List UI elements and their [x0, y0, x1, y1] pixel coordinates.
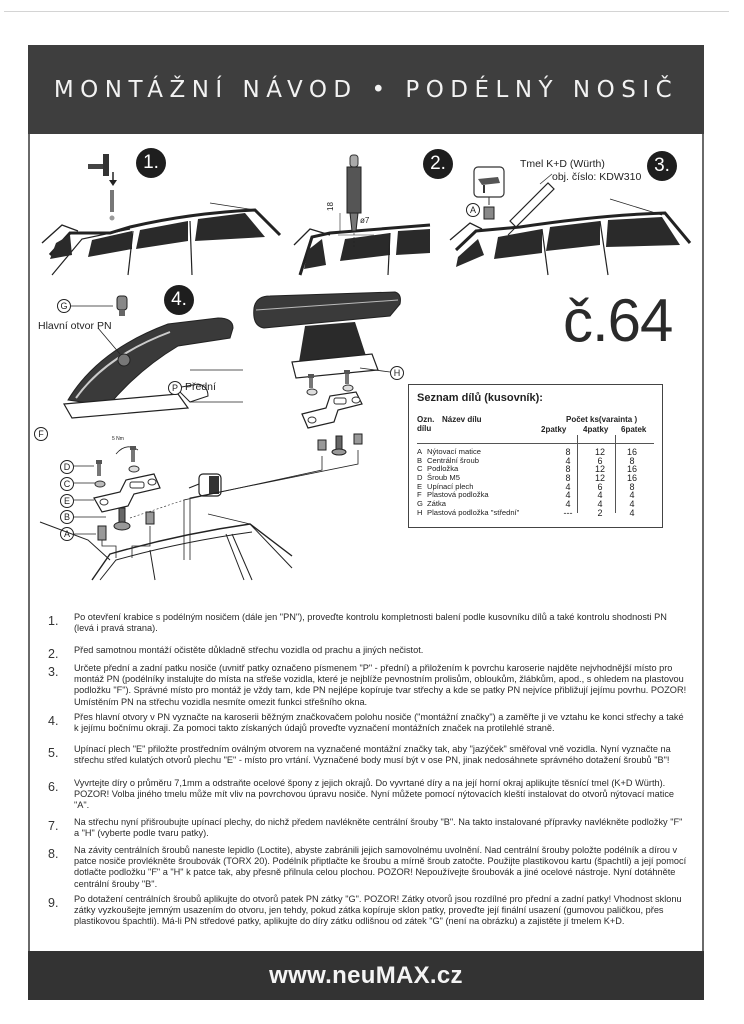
qty-6patek: 4	[629, 507, 635, 518]
part-code: H	[417, 507, 423, 517]
qty-4patky: 4	[597, 490, 603, 501]
qty-4patky: 4	[597, 499, 603, 510]
instruction-step	[48, 894, 688, 928]
qty-2patky: 4	[565, 499, 571, 510]
instruction-step	[48, 645, 688, 661]
drill-bit-icon	[338, 155, 378, 250]
sealant-order-number: obj. číslo: KDW310	[552, 171, 642, 183]
car-roof-illustration-4	[30, 500, 295, 580]
page-header	[28, 45, 704, 134]
qty-2patky: ---	[563, 507, 573, 518]
part-code: C	[417, 464, 423, 474]
step-badge-3: 3.	[647, 151, 677, 181]
instruction-step	[48, 845, 688, 890]
part-name: Zátka	[427, 499, 446, 509]
header-variant-6: 6patek	[621, 425, 647, 434]
page-footer	[28, 951, 704, 1000]
car-roof-illustration-1	[40, 195, 280, 275]
part-label-c: C	[60, 477, 74, 491]
qty-2patky: 4	[565, 490, 571, 501]
parts-row	[417, 509, 654, 518]
step-number: 2.	[48, 647, 59, 661]
part-label-f: F	[34, 427, 48, 441]
step-badge-1: 1.	[136, 148, 166, 178]
qty-6patek: 16	[626, 447, 637, 457]
step-text: Před samotnou montáží očistěte důkladně střechu vozidla od prachu a jiných nečistot.	[74, 645, 424, 655]
header-code-line2: dílu	[417, 424, 432, 433]
qty-4patky: 6	[597, 455, 603, 466]
step-number: 4.	[48, 714, 59, 728]
step-number: 5.	[48, 746, 59, 760]
website-url: www.neuMAX.cz	[269, 961, 463, 989]
sealant-label: Tmel K+D (Würth)	[520, 158, 605, 170]
part-label-g: G	[57, 299, 71, 313]
parts-header-rule	[417, 443, 654, 444]
qty-2patky: 8	[565, 447, 571, 457]
header-part-name: Název dílu	[442, 415, 482, 424]
part-code: E	[417, 481, 423, 491]
rail-foot-middle-illustration	[250, 292, 405, 382]
page-title: MONTÁŽNÍ NÁVOD • PODÉLNÝ NOSIČ	[53, 76, 679, 103]
step-number: 1.	[48, 614, 59, 628]
qty-4patky: 12	[594, 447, 605, 457]
step-text: Na závity centrálních šroubů naneste lepidlo (Loctite), abyste zabránili jejich samovolnému uvolnění. Nad centrální šrouby položte podélník a dírou v patce nosiče provlékněte šroubovák (TORX 20). Podélník připtlačte ke šroubu a mírně šroub zatočte. Použijte plastikovou kartu (špachtli) a její pomocí dotlačte podložku "F" a "H" k patce tak, aby přesně přilnula celou plochou. POZOR! Nepoužívejte šroubovák a jiné ocelové nástroje. Nyní dotáhněte centrální šrouby "B".	[74, 845, 687, 889]
step-text: Po otevření krabice s podélným nosičem (dále jen "PN"), proveďte kontrolu kompletnosti balení podle kusovníku dílů a také kontrolu shodnosti PN (levá i pravá strana).	[74, 612, 667, 634]
main-hole-label: Hlavní otvor PN	[38, 320, 112, 332]
step-text: Upínací plech "E" přiložte prostředním oválným otvorem na vyznačené montážní značky tak, aby "jazýček" směřoval vně vozidla. Nyní vyznačte na střechu střed kulatých otvorů plechu "E" - místo pro vrtání. Vyznačené body musí být v ose PN, jinak nedosáhnete správného dotažení šroubů "B"!	[74, 744, 671, 766]
step-text: Určete přední a zadní patku nosiče (uvnitř patky označeno písmenem "P" - přední) a přiložením k povrchu karoserie najděte nejvhodnější místo pro montáž PN (podélníky instalujte do místa na střeše vozidla, které je nejblíže pevnostním prolisům, obloukům, žlábkům, apod., s ohledem na plastovou podložku "F"). Správné místo pro montáž je vždy tam, kde PN nejlépe kopíruje tvar střechy a kde se patky PN nejvíce přibližují jejímu povrhu. POZOR! Umístěním PN na střechu vozidla nesmíte omezit funkci střešního okna.	[74, 663, 687, 707]
part-code: F	[417, 490, 422, 500]
instruction-step	[48, 744, 688, 766]
part-name: Plastová podložka "střední"	[427, 507, 520, 517]
part-label-d: D	[60, 460, 74, 474]
qty-2patky: 8	[565, 464, 571, 475]
part-name: Podložka	[427, 464, 459, 474]
step-text: Vyvrtejte díry o průměru 7,1mm a odstraňte ocelové špony z jejich okrajů. Do vyvrtané díry a na její horní okraj aplikujte těsnící tmel (K+D Würth). POZOR! Volba jiného tmelu může mít vliv na povrchovou úpravu nosiče. Nyní můžete pomocí nýtovacích kleští instalovat do otvorů nýtovací matice "A".	[74, 778, 675, 811]
qty-4patky: 12	[594, 464, 605, 475]
qty-2patky: 4	[565, 455, 571, 466]
header-count: Počet ks(varainta )	[566, 415, 638, 424]
header-code	[417, 415, 434, 433]
parts-list-table	[408, 384, 663, 528]
part-label-b: B	[60, 510, 74, 524]
parts-list-title: Seznam dílů (kusovník):	[417, 392, 543, 404]
qty-6patek: 4	[629, 499, 635, 510]
part-label-a-step3: A	[466, 203, 480, 217]
qty-6patek: 4	[629, 490, 635, 501]
part-name: Plastová podložka	[427, 490, 489, 500]
catalog-number: č.64	[563, 287, 673, 354]
drill-depth-label: 18	[325, 202, 335, 211]
step-number: 8.	[48, 847, 59, 861]
qty-6patek: 8	[629, 455, 635, 466]
qty-6patek: 16	[626, 464, 637, 475]
part-name: Centrální šroub	[427, 455, 479, 465]
parts-list-header	[417, 415, 654, 441]
part-label-p: P	[168, 381, 182, 395]
qty-6patek: 16	[626, 473, 637, 484]
step-text: Na střechu nyní přišroubujte upínací plechy, do nichž předem navlékněte centrální šrouby "B". Na takto instalované přípravky navlékněte podložky "F" a "H" (vyberte podle tvaru patky).	[74, 817, 683, 839]
parts-rows	[417, 448, 654, 518]
torque-label: 5 Nm	[112, 436, 124, 442]
part-name: Upínací plech	[427, 481, 474, 491]
part-label-h: H	[390, 366, 404, 380]
step-text: Po dotažení centrálních šroubů aplikujte do otvorů patek PN zátky "G". POZOR! Zátky otvorů jsou rozdílné pro přední a zadní patky! Vhodnost sklonu zátky vyzkoušejte jemným usazením do otvoru, jen tehdy, pokud zátka kopíruje sklon patky, proveďte její finální usazení (gumovou paličkou, přes plastikovou špachtli). Má-li PN středové patky, aplikujte do díry zátku odlišnou od zátek "G" (není na obrázku) a zajistěte jí tmelem K+D.	[74, 894, 682, 927]
instruction-step	[48, 663, 688, 708]
step-number: 9.	[48, 896, 59, 910]
step-number: 6.	[48, 780, 59, 794]
part-code: B	[417, 455, 423, 465]
column-divider-1	[577, 435, 578, 513]
instruction-step	[48, 817, 688, 839]
header-code-line1: Ozn.	[417, 415, 435, 424]
part-name: Nýtovací matice	[427, 447, 482, 456]
header-variant-2: 2patky	[541, 425, 567, 434]
step-number: 3.	[48, 665, 59, 679]
qty-4patky: 2	[597, 507, 603, 518]
instruction-step	[48, 778, 688, 812]
part-code: A	[417, 447, 423, 456]
column-divider-2	[615, 435, 616, 513]
header-variant-4: 4patky	[583, 425, 609, 434]
qty-6patek: 8	[629, 481, 635, 492]
part-label-a: A	[60, 527, 74, 541]
part-name: Šroub M5	[427, 473, 460, 483]
qty-2patky: 4	[565, 481, 571, 492]
parts-row	[417, 491, 654, 500]
part-code: G	[417, 499, 423, 509]
drill-diameter-label: ø7	[360, 216, 370, 225]
step-number: 7.	[48, 819, 59, 833]
part-code: D	[417, 473, 423, 483]
scan-artifact-line	[4, 11, 729, 12]
qty-2patky: 8	[565, 473, 571, 484]
qty-4patky: 12	[594, 473, 605, 484]
instruction-step	[48, 712, 688, 734]
front-label: Přední	[185, 381, 216, 393]
step-text: Přes hlavní otvory v PN vyznačte na karoserii běžným značkovačem polohu nosiče ("montážní značky") a zaměřte ji ve vztahu ke konci střechy a také k jejímu bočnímu okraji. Za pomoci takto získaných údajů proveďte vyznačení montážních značek na protilehlé straně.	[74, 712, 684, 734]
rail-foot-front-illustration	[58, 310, 248, 430]
part-label-e: E	[60, 494, 74, 508]
qty-4patky: 6	[597, 481, 603, 492]
instruction-step	[48, 612, 688, 634]
rivet-tool-icon	[88, 150, 128, 225]
step-badge-2: 2.	[423, 149, 453, 179]
step-badge-4: 4.	[164, 285, 194, 315]
